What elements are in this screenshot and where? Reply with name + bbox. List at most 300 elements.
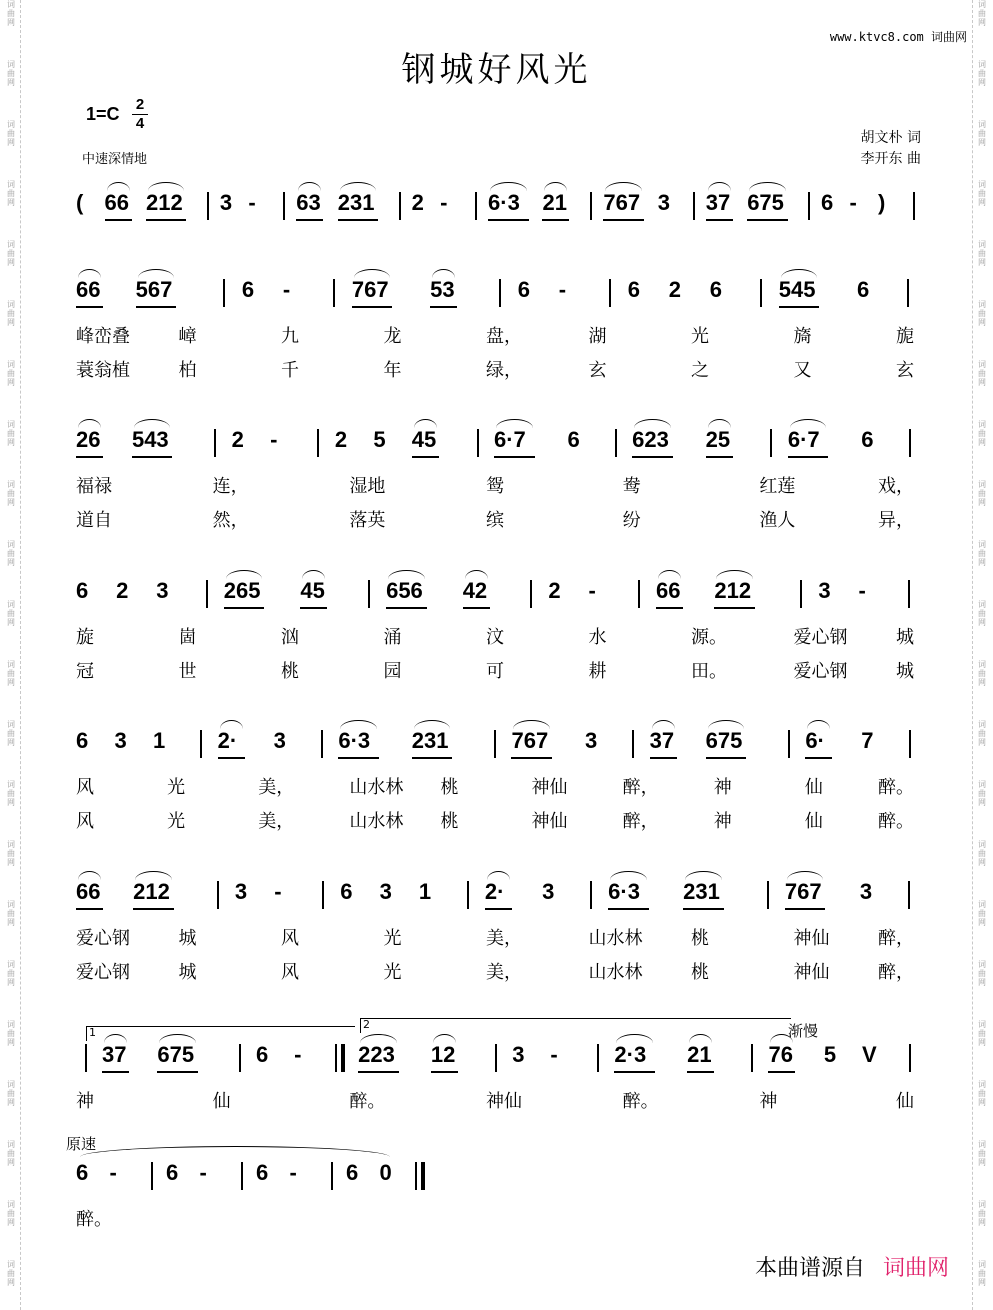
note-group: 42 [462,578,488,603]
lyric-word: 千 [281,360,299,381]
lyric-word: 缤 [486,510,504,531]
time-signature [132,96,148,133]
lyric-word: 崮 [178,627,197,648]
note-group: - [440,190,448,215]
final-tie [80,1146,390,1157]
side-watermark-char: 曲 [7,429,15,438]
slur [496,419,533,428]
note-group: 2 [668,277,681,302]
bar-line [800,580,802,608]
side-watermark-char: 曲 [7,309,15,318]
side-watermark-char: 曲 [7,249,15,258]
slur [340,182,377,191]
note-group: - [289,1160,297,1185]
lyric-word: 龙 [383,326,402,347]
note-group: 6 [517,277,531,302]
bar-line [217,881,219,909]
bar-line [368,580,370,608]
side-watermark [2,840,20,867]
lyric-word: 盘， [486,326,522,347]
side-watermark-char: 词 [7,480,15,489]
lyric-word: 城 [178,962,197,983]
side-watermark [973,420,991,447]
beam-underline [494,456,535,458]
lyric-word: 美， [258,777,295,798]
note-group: 21 [542,190,567,215]
side-watermark-char: 曲 [7,969,15,978]
key-signature: 1=C [86,104,120,124]
bar-line [317,429,319,457]
lyric-word: 又 [793,360,812,381]
note-group: 675 [157,1042,195,1067]
note-group: 6 [821,190,834,215]
bar-line [760,279,762,307]
side-watermark-char: 曲 [978,369,986,378]
rit-marking: 渐慢 [788,1022,819,1040]
note-group: 66 [76,277,101,302]
side-watermark-char: 网 [7,918,15,927]
volta-1-number: 1 [89,1026,96,1039]
lyric-word: 光 [383,928,402,949]
lyric-word: 玄 [588,360,607,381]
side-watermark-char: 网 [7,198,15,207]
score-row [70,1160,930,1200]
side-watermark-char: 网 [978,138,986,147]
bar-line [206,580,208,608]
beam-underline [785,908,826,910]
note-group: 6 [76,1160,89,1185]
side-watermark-char: 曲 [7,669,15,678]
beam-underline [656,607,683,609]
side-watermark-char: 曲 [978,309,986,318]
lyric-word: 落英 [349,510,386,531]
side-watermark-char: 曲 [978,489,986,498]
lyricist-credit: 胡文朴 词 [860,130,921,146]
lyric-word: 风 [281,962,299,983]
note-group: - [248,190,256,215]
side-watermark-char: 曲 [978,129,986,138]
side-watermark-char: 网 [7,678,15,687]
side-watermark-char: 词 [978,60,986,69]
score-row [70,728,930,768]
side-watermark [2,540,20,567]
note-group: - [294,1042,302,1067]
beam-underline [608,908,649,910]
lyric-word: 柏 [178,360,197,381]
side-watermark-char: 曲 [978,1089,986,1098]
beam-underline [431,1071,458,1073]
lyric-word: 美， [486,928,522,949]
side-watermark-char: 词 [7,1020,15,1029]
slur [544,182,567,191]
lyric-word: 光 [167,777,186,798]
lyric-word: 九 [281,326,299,347]
side-watermark-char: 网 [7,738,15,747]
side-watermark-char: 词 [978,1260,986,1269]
score-row [70,190,930,230]
note-group: 6 [857,277,870,302]
side-watermark-char: 网 [7,378,15,387]
side-watermark-char: 曲 [7,489,15,498]
slur [605,182,642,191]
lyric-word: 旎 [896,326,914,347]
side-watermark-char: 曲 [978,1149,986,1158]
side-watermark-char: 网 [7,258,15,267]
slur [78,269,101,278]
beam-underline [779,306,820,308]
beam-underline [76,908,103,910]
lyric-word: 醉。 [878,811,914,832]
side-watermark-char: 词 [7,0,15,9]
lyric-word: 醉。 [878,777,914,798]
side-watermark-char: 词 [978,600,986,609]
note-group: 76 [768,1042,793,1067]
lyric-word: 仙 [212,1091,231,1112]
note-group: 37 [705,190,731,215]
note-group: 6·3 [488,190,520,215]
lyric-word: 醉， [622,777,659,798]
note-group: 3 [512,1042,525,1067]
site-url[interactable]: www.ktvc8.com 词曲网 [829,30,967,44]
side-watermark-char: 词 [7,660,15,669]
side-watermark-char: 词 [978,240,986,249]
lyric-word: 桃 [281,661,299,682]
slur [78,419,101,428]
beam-underline [805,757,832,759]
bar-line [908,580,910,608]
song-title: 钢城好风光 [401,50,592,90]
beam-underline [224,607,265,609]
side-watermark-char: 网 [978,1218,986,1227]
side-watermark [973,180,991,207]
beam-underline [485,908,512,910]
lyric-word: 然， [212,510,249,531]
lyric-word: 城 [896,661,914,682]
slur [134,419,171,428]
beam-underline [706,757,747,759]
bar-line [909,730,911,758]
lyric-word: 山水林 [588,928,643,949]
time-signature-bottom: 4 [135,115,145,132]
beam-underline [300,607,327,609]
lyric-word: 源。 [691,627,727,648]
note-group: 66 [104,190,129,215]
bar-line [85,1044,87,1072]
lyric-word: 山水林 [349,777,404,798]
side-watermark-char: 曲 [978,1269,986,1278]
bar-line [590,192,592,220]
lyric-word: 水 [588,627,607,648]
footer-text: 本曲谱源自 [754,1256,865,1281]
beam-underline [105,219,132,221]
note-group: 567 [135,277,173,302]
side-watermark-char: 曲 [978,1209,986,1218]
bar-line [151,1162,153,1190]
side-watermark-char: 词 [978,180,986,189]
side-watermark-char: 词 [978,1200,986,1209]
time-signature-top: 2 [132,96,148,115]
side-watermark-char: 词 [7,1140,15,1149]
note-group: 3 [542,879,555,904]
side-watermark [2,720,20,747]
note-group: - [109,1160,117,1185]
side-watermark-char: 词 [978,120,986,129]
bar-line [767,881,769,909]
note-group: 231 [411,728,449,753]
lyric-word: 耕 [588,661,607,682]
lyric-word: 桃 [440,811,459,832]
note-group: 6·3 [338,728,371,753]
lyric-word: 爱心钢 [76,928,130,949]
lyric-word: 光 [167,811,186,832]
side-watermark-char: 曲 [978,189,986,198]
score-row [70,427,930,467]
lyric-word: 仙 [804,811,823,832]
beam-underline [132,456,173,458]
a-tempo-marking: 原速 [66,1135,97,1153]
side-watermark-char: 网 [7,318,15,327]
note-group: 3 [657,190,671,215]
note-group: 6 [256,1160,269,1185]
side-watermark-char: 网 [7,1278,15,1287]
lyric-word: 光 [383,962,402,983]
note-group: 1 [152,728,166,753]
side-watermark-char: 网 [7,138,15,147]
side-watermark [2,180,20,207]
note-group: 3 [818,578,831,603]
footer-brand[interactable]: 词曲网 [882,1256,949,1281]
note-group: 45 [411,427,437,452]
lyric-word: 鸯 [622,476,641,497]
lyric-word: 醉。 [76,1209,112,1230]
side-watermark-char: 网 [978,1158,986,1167]
side-watermark-char: 网 [978,1278,986,1287]
slur [78,871,101,880]
side-watermark [2,900,20,927]
lyric-word: 醉。 [622,1091,659,1112]
slur [388,570,425,579]
lyric-word: 园 [383,661,402,682]
lyric-word: 神 [759,1091,778,1112]
lyric-word: 城 [178,928,197,949]
side-watermark-char: 词 [7,1260,15,1269]
side-watermark-char: 网 [978,318,986,327]
note-group: 3 [156,578,169,603]
side-watermark-char: 曲 [7,1029,15,1038]
slur [716,570,753,579]
side-watermark-char: 词 [978,480,986,489]
note-group: 37 [649,728,675,753]
side-watermark-char: 网 [7,1098,15,1107]
slur [610,871,647,880]
side-watermark-char: 网 [978,738,986,747]
side-watermark [973,240,991,267]
side-watermark-char: 曲 [7,1149,15,1158]
note-group: 25 [705,427,731,452]
bar-line [590,881,592,909]
side-watermark [2,480,20,507]
side-watermark-char: 曲 [978,549,986,558]
beam-underline [76,306,103,308]
bar-line [530,580,532,608]
beam-underline [146,219,187,221]
slur [432,269,455,278]
slur [433,1034,456,1043]
slur [685,871,722,880]
side-watermark [2,780,20,807]
side-watermark-char: 词 [978,960,986,969]
note-group: 6 [627,277,640,302]
note-group: 2 [334,427,348,452]
side-watermark-char: 词 [978,720,986,729]
lyric-word: 旖 [793,326,812,347]
lyric-word: 道自 [76,510,112,531]
beam-underline [632,456,673,458]
side-watermark-char: 曲 [978,729,986,738]
bar-line [399,192,401,220]
note-group: - [858,578,866,603]
side-watermark [2,1140,20,1167]
bar-line [331,1162,333,1190]
side-watermark-char: 曲 [7,189,15,198]
slur [652,720,675,729]
side-watermark-char: 词 [978,1080,986,1089]
lyric-word: 神仙 [486,1091,522,1112]
note-group: 6 [567,427,580,452]
side-watermark [973,720,991,747]
bar-line [241,1162,243,1190]
beam-underline [650,757,677,759]
note-group: 53 [430,277,455,302]
slur [708,720,745,729]
lyric-word: 神仙 [531,777,568,798]
side-watermark-char: 网 [978,1098,986,1107]
side-watermark-char: 曲 [7,909,15,918]
score-row [70,879,930,919]
lyric-word: 峰峦叠 [76,326,130,347]
bar-line [214,429,216,457]
side-watermark [2,0,20,27]
bar-line [609,279,611,307]
side-watermark [2,240,20,267]
side-watermark-char: 词 [978,420,986,429]
note-group: 265 [223,578,261,603]
side-watermark-char: 网 [7,1038,15,1047]
note-group: 543 [131,427,169,452]
side-watermark-char: 曲 [978,429,986,438]
beam-underline [76,456,103,458]
note-group: 656 [386,578,423,603]
beam-underline [463,607,490,609]
side-watermark [2,360,20,387]
note-group: 6 [340,879,353,904]
side-watermark-char: 曲 [978,849,986,858]
side-watermark-char: 网 [978,18,986,27]
side-watermark-char: 网 [978,858,986,867]
side-watermark-char: 曲 [7,609,15,618]
lyric-word: 纷 [622,510,641,531]
note-group: 3 [114,728,127,753]
note-group: 6 [166,1160,179,1185]
beam-underline [338,219,379,221]
side-watermark-char: 网 [978,438,986,447]
side-watermark-char: 曲 [7,69,15,78]
slur [226,570,263,579]
lyric-word: 醉， [878,962,914,983]
side-watermark-char: 词 [978,900,986,909]
beam-underline [296,219,323,221]
beam-underline [614,1071,655,1073]
side-watermark-char: 词 [7,120,15,129]
bar-line [321,730,323,758]
note-group: 675 [705,728,743,753]
composer-credit: 李开东 曲 [860,151,921,167]
slur [465,570,488,579]
note-group: 45 [300,578,325,603]
note-group: 2 [411,190,424,215]
note-group: 6·3 [608,879,640,904]
note-group: 2· [484,879,505,904]
bar-line [632,730,634,758]
slur [513,720,550,729]
side-watermark-char: 网 [978,978,986,987]
note-group: 6·7 [494,427,526,452]
bar-line [341,1044,345,1072]
note-group: 6 [241,277,255,302]
lyric-word: 渔人 [759,510,796,531]
note-group: 63 [296,190,321,215]
slur [487,871,510,880]
side-watermark-char: 曲 [978,9,986,18]
lyric-word: 神 [713,811,732,832]
lyric-word: 之 [691,360,709,381]
lyric-word: 城 [896,627,914,648]
note-group: 3 [219,190,233,215]
beam-underline [706,219,733,221]
lyric-word: 醉， [878,928,914,949]
bar-line [908,881,910,909]
bar-line [421,1162,425,1190]
beam-underline [747,219,788,221]
side-watermark-char: 网 [978,498,986,507]
note-group: 3 [379,879,392,904]
beam-underline [714,607,755,609]
side-watermark-char: 网 [7,78,15,87]
side-watermark-char: 曲 [978,789,986,798]
lyric-word: 汶 [486,627,504,648]
left-watermark-strip [2,0,21,1310]
beam-underline [133,908,174,910]
slur [340,720,377,729]
beam-underline [706,456,733,458]
side-watermark [2,960,20,987]
side-watermark-char: 词 [7,300,15,309]
note-group: ) [878,190,886,215]
footer-source [755,1251,949,1282]
note-group: 2·3 [614,1042,647,1067]
side-watermark-char: 网 [978,378,986,387]
lyric-word: 仙 [896,1091,914,1112]
note-group: 6 [709,277,723,302]
beam-underline [542,219,569,221]
note-group: 6·7 [787,427,820,452]
bar-line [770,429,772,457]
side-watermark-char: 曲 [7,1269,15,1278]
note-group: 6 [76,728,89,753]
lyric-word: 美， [486,962,522,983]
side-watermark [973,480,991,507]
note-group: 2 [548,578,561,603]
